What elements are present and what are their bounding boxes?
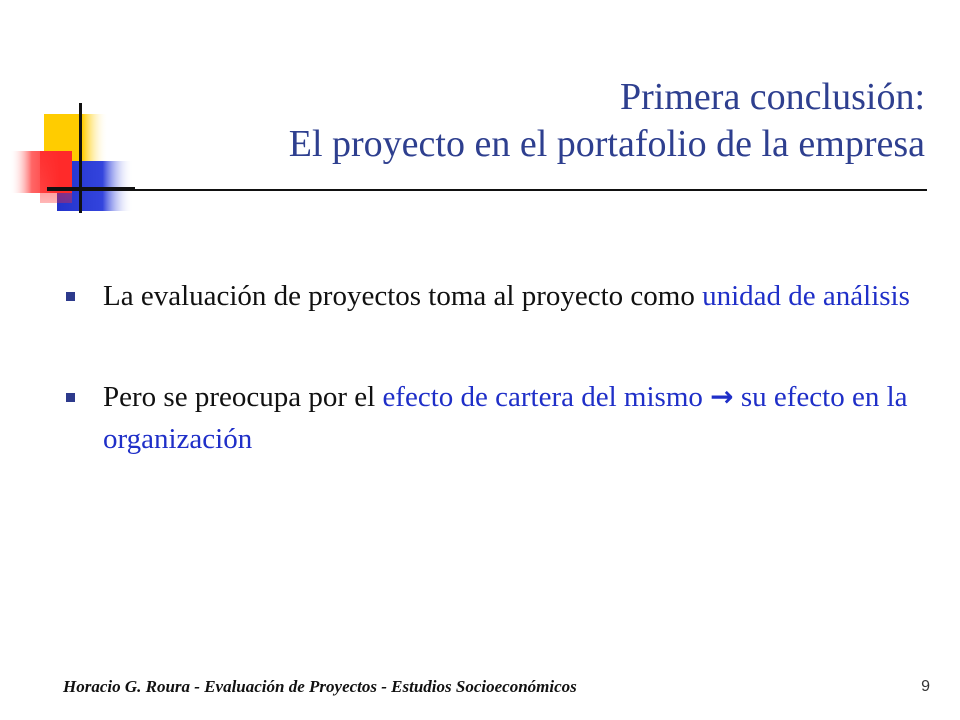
bullet-1-text: La evaluación de proyectos toma al proyecto como <box>103 280 703 312</box>
bullet-2-text: Pero se preocupa por el <box>103 381 383 413</box>
color-squares-logo <box>0 95 140 220</box>
page-number: 9 <box>921 678 930 695</box>
bullet-2-highlight: efecto de cartera del mismo <box>382 381 703 413</box>
right-arrow-icon: → <box>710 380 734 413</box>
title-line-1: Primera conclusión: <box>620 76 925 118</box>
bullet-item-1 <box>66 275 926 317</box>
bullet-2-highlight-after: su efecto en la organización <box>103 381 908 455</box>
title-underline <box>47 189 927 191</box>
bullet-list <box>66 275 926 519</box>
title-line-2: El proyecto en el portafolio de la empresa <box>288 123 925 165</box>
square-bullet-icon <box>66 292 75 301</box>
bullet-1-highlight: unidad de análisis <box>702 280 910 312</box>
footer-text: Horacio G. Roura - Evaluación de Proyectos - Estudios Socioeconómicos <box>63 677 577 696</box>
slide-title <box>289 74 925 168</box>
bullet-item-2 <box>66 376 926 460</box>
square-bullet-icon <box>66 393 75 402</box>
